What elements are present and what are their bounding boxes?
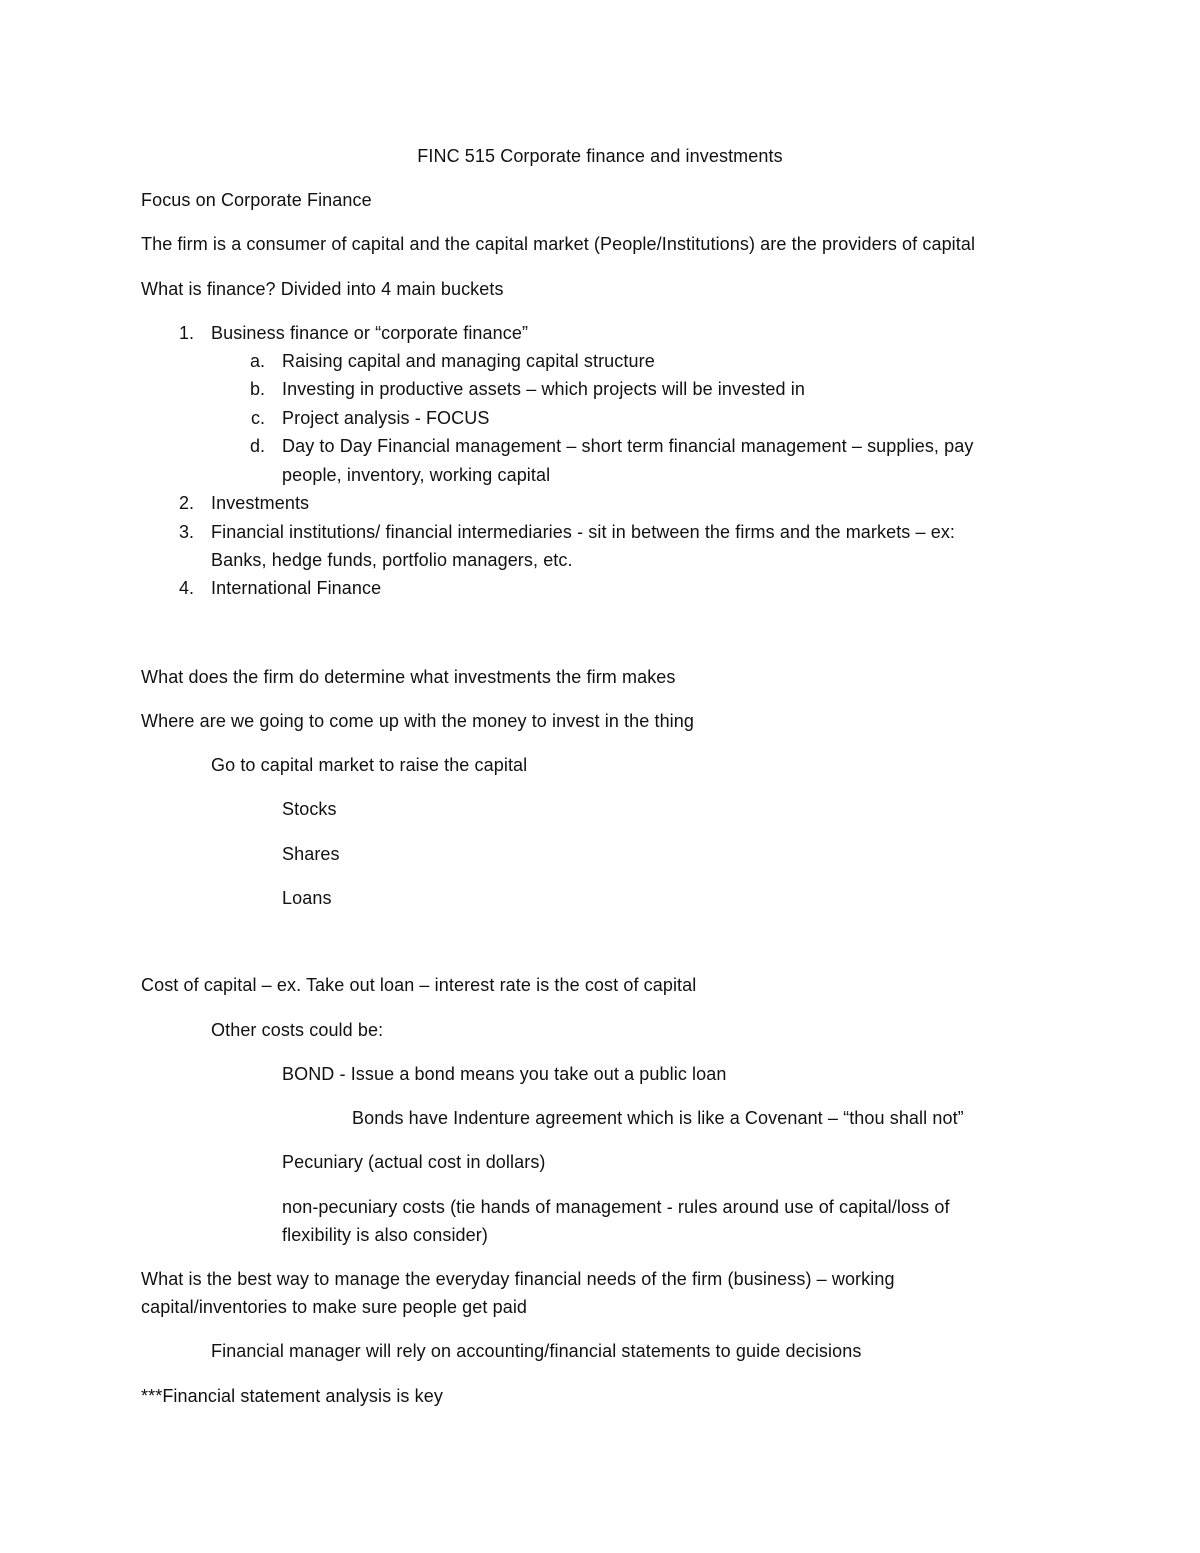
where-paragraph: Where are we going to come up with the money to invest in the thing [141, 711, 695, 731]
shares-line: Shares [282, 844, 340, 864]
determine-paragraph: What does the firm do determine what investments the firm makes [141, 667, 676, 687]
focus-line: Focus on Corporate Finance [141, 190, 372, 210]
sublist-item: Investing in productive assets – which projects will be invested in [282, 379, 805, 399]
list-number: 4. [178, 578, 194, 598]
pecuniary-line: Pecuniary (actual cost in dollars) [282, 1152, 546, 1172]
bond-line: BOND - Issue a bond means you take out a public loan [282, 1064, 727, 1084]
sublist-item: Day to Day Financial management – short term financial management – supplies, pay [282, 436, 974, 456]
sublist-letter: c. [250, 408, 265, 428]
indenture-line: Bonds have Indenture agreement which is like a Covenant – “thou shall not” [352, 1108, 964, 1128]
list-number: 1. [178, 323, 194, 343]
document-title: FINC 515 Corporate finance and investments [417, 146, 783, 166]
list-item: Financial institutions/ financial intermediaries - sit in between the firms and the markets – ex: [211, 522, 956, 542]
sublist-item: Project analysis - FOCUS [282, 408, 490, 428]
list-item-continued: Banks, hedge funds, portfolio managers, etc. [211, 550, 573, 570]
cost-paragraph: Cost of capital – ex. Take out loan – interest rate is the cost of capital [141, 975, 697, 995]
sublist-item-continued: people, inventory, working capital [282, 465, 551, 485]
best-way-paragraph: What is the best way to manage the everyday financial needs of the firm (business) – working [141, 1269, 895, 1289]
list-number: 3. [178, 522, 194, 542]
list-number: 2. [178, 493, 194, 513]
non-pecuniary-line-continued: flexibility is also consider) [282, 1225, 488, 1245]
list-item: Investments [211, 493, 310, 513]
goto-paragraph: Go to capital market to raise the capital [211, 755, 528, 775]
intro-paragraph: The firm is a consumer of capital and the capital market (People/Institutions) are the providers of capital [141, 234, 976, 254]
best-way-paragraph-continued: capital/inventories to make sure people get paid [141, 1297, 528, 1317]
key-line: ***Financial statement analysis is key [141, 1386, 443, 1406]
question-paragraph: What is finance? Divided into 4 main buckets [141, 279, 504, 299]
sublist-letter: a. [249, 351, 265, 371]
sublist-letter: b. [249, 379, 265, 399]
other-costs-line: Other costs could be: [211, 1020, 384, 1040]
loans-line: Loans [282, 888, 332, 908]
financial-manager-line: Financial manager will rely on accounting/financial statements to guide decisions [211, 1341, 862, 1361]
sublist-letter: d. [249, 436, 265, 456]
list-item: Business finance or “corporate finance” [211, 323, 529, 343]
list-item: International Finance [211, 578, 382, 598]
stocks-line: Stocks [282, 799, 337, 819]
non-pecuniary-line: non-pecuniary costs (tie hands of management - rules around use of capital/loss of [282, 1197, 950, 1217]
sublist-item: Raising capital and managing capital structure [282, 351, 655, 371]
